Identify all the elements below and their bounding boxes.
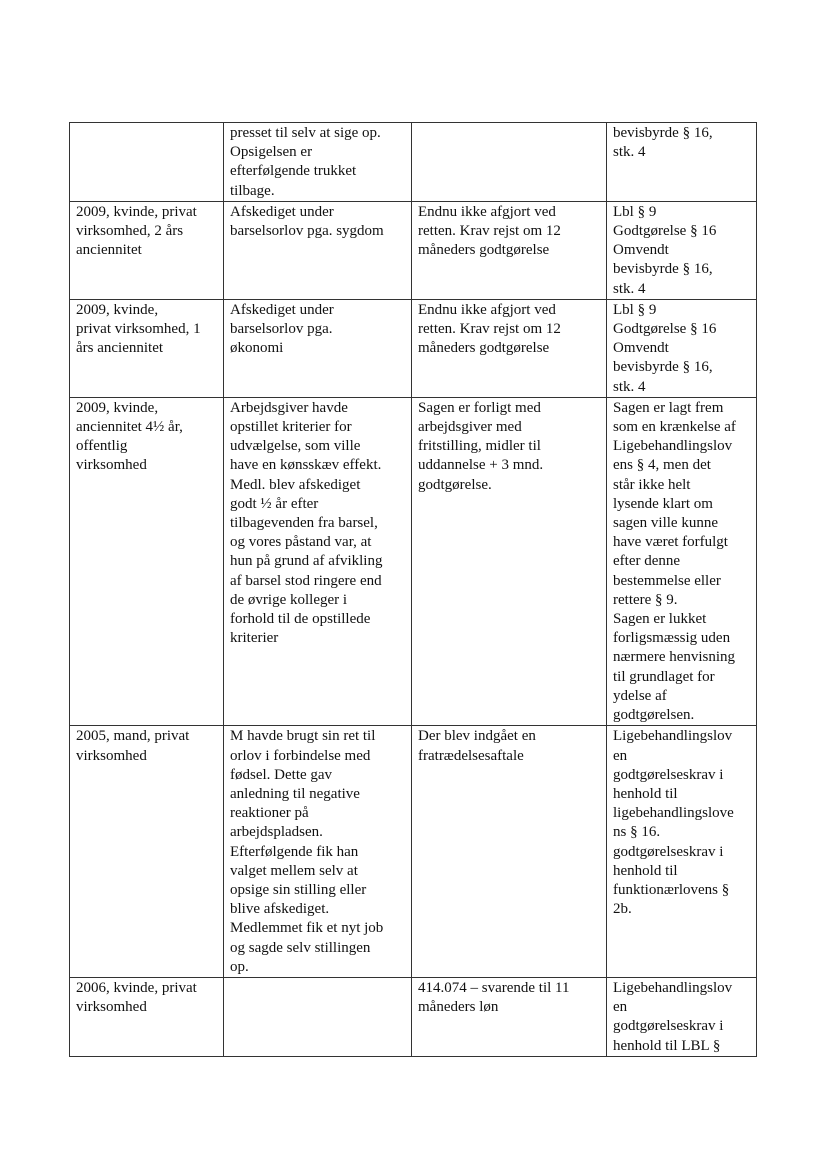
cell-text-line: Ligebehandlingslov bbox=[613, 438, 733, 455]
cell-text-line: bevisbyrde § 16, bbox=[613, 125, 713, 141]
cell-text-line: Lbl § 9 bbox=[613, 203, 657, 220]
cell-text-line: virksomhed bbox=[76, 457, 147, 474]
legal-basis-cell bbox=[607, 123, 757, 202]
table-row bbox=[70, 123, 757, 202]
case-table-body bbox=[70, 123, 757, 1057]
cell-text-line: fødsel. Dette gav bbox=[230, 766, 333, 783]
cell-text-line: anledning til negative bbox=[230, 785, 360, 802]
cell-text-line: og vores påstand var, at bbox=[230, 534, 372, 551]
cell-text-line: 2009, kvinde, bbox=[76, 301, 159, 318]
cell-text-line: lysende klart om bbox=[613, 495, 713, 512]
cell-text-line: barselsorlov pga. sygdom bbox=[230, 223, 384, 240]
cell-text-line: virksomhed, 2 års bbox=[76, 223, 184, 240]
cell-text-line: de øvrige kolleger i bbox=[230, 591, 348, 608]
cell-text-line: Efterfølgende fik han bbox=[230, 843, 359, 860]
cell-text-line: Omvendt bbox=[613, 242, 669, 259]
cell-text-line: Ligebehandlingslov bbox=[613, 979, 733, 996]
table-row bbox=[70, 397, 757, 725]
cell-text-line: 2b. bbox=[613, 901, 632, 918]
cell-text-line: Godtgørelse § 16 bbox=[613, 223, 717, 240]
cell-text-line: stk. 4 bbox=[613, 378, 646, 395]
cell-text-line: til grundlaget for bbox=[613, 668, 715, 685]
cell-text-line: 2006, kvinde, privat bbox=[76, 979, 197, 996]
cell-text-line: 414.074 – svarende til 11 bbox=[418, 979, 570, 996]
cell-text-line: bestemmelse eller bbox=[613, 572, 721, 589]
cell-text-line: godtgørelseskrav i bbox=[613, 843, 724, 860]
legal-basis-cell bbox=[607, 201, 757, 299]
cell-text-line: have været forfulgt bbox=[613, 534, 728, 551]
description-cell bbox=[224, 397, 412, 725]
cell-text-line: forligsmæssig uden bbox=[613, 630, 731, 647]
cell-text-line: efterfølgende trukket bbox=[230, 163, 357, 180]
cell-text-line: valget mellem selv at bbox=[230, 862, 358, 879]
cell-text-line: virksomhed bbox=[76, 999, 147, 1016]
cell-text-line: efter denne bbox=[613, 553, 681, 570]
case-table bbox=[69, 122, 757, 1057]
cell-text-line: ns § 16. bbox=[613, 824, 661, 841]
cell-text-line: måneders godtgørelse bbox=[418, 242, 550, 259]
cell-text-line: ydelse af bbox=[613, 687, 667, 704]
cell-text-line: godtgørelsen. bbox=[613, 707, 695, 724]
cell-text-line: orlov i forbindelse med bbox=[230, 747, 371, 764]
cell-text-line: henhold til bbox=[613, 862, 678, 879]
cell-text-line: ens § 4, men det bbox=[613, 457, 711, 474]
cell-text-line: Sagen er forligt med bbox=[418, 399, 541, 416]
cell-text-line: anciennitet bbox=[76, 242, 142, 259]
table-row bbox=[70, 977, 757, 1056]
cell-text-line: retten. Krav rejst om 12 bbox=[418, 321, 561, 338]
cell-text-line: står ikke helt bbox=[613, 476, 691, 493]
cell-text-line: Endnu ikke afgjort ved bbox=[418, 301, 556, 318]
cell-text-line: M havde brugt sin ret til bbox=[230, 728, 376, 745]
cell-text-line: sagen ville kunne bbox=[613, 515, 718, 532]
outcome-cell bbox=[412, 977, 607, 1056]
case-info-cell bbox=[70, 397, 224, 725]
cell-text-line: op. bbox=[230, 958, 249, 975]
cell-text-line: bevisbyrde § 16, bbox=[613, 359, 713, 376]
cell-text-line: måneders løn bbox=[418, 999, 499, 1016]
table-row bbox=[70, 726, 757, 978]
cell-text-line: Arbejdsgiver havde bbox=[230, 399, 348, 416]
cell-text-line: Sagen er lukket bbox=[613, 611, 707, 628]
cell-text-line: bevisbyrde § 16, bbox=[613, 261, 713, 278]
outcome-cell bbox=[412, 123, 607, 202]
cell-text-line: opsige sin stilling eller bbox=[230, 881, 367, 898]
outcome-cell bbox=[412, 397, 607, 725]
cell-text-line: fratrædelsesaftale bbox=[418, 747, 524, 764]
cell-text-line: 2005, mand, privat bbox=[76, 728, 190, 745]
cell-text-line: blive afskediget. bbox=[230, 901, 330, 918]
outcome-cell bbox=[412, 726, 607, 978]
description-cell bbox=[224, 201, 412, 299]
cell-text-line: 2009, kvinde, bbox=[76, 399, 159, 416]
case-info-cell bbox=[70, 201, 224, 299]
cell-text-line: opstillet kriterier for bbox=[230, 419, 352, 436]
cell-text-line: Afskediget under bbox=[230, 203, 334, 220]
description-cell bbox=[224, 726, 412, 978]
legal-basis-cell bbox=[607, 977, 757, 1056]
case-info-cell bbox=[70, 726, 224, 978]
cell-text-line: godtgørelseskrav i bbox=[613, 1018, 724, 1035]
cell-text-line: kriterier bbox=[230, 630, 279, 647]
cell-text-line: 2009, kvinde, privat bbox=[76, 203, 197, 220]
case-info-cell bbox=[70, 977, 224, 1056]
cell-text-line: uddannelse + 3 mnd. bbox=[418, 457, 544, 474]
cell-text-line: godtgørelseskrav i bbox=[613, 766, 724, 783]
cell-text-line: Godtgørelse § 16 bbox=[613, 321, 717, 338]
cell-text-line: retten. Krav rejst om 12 bbox=[418, 223, 561, 240]
cell-text-line: henhold til bbox=[613, 785, 678, 802]
cell-text-line: nærmere henvisning bbox=[613, 649, 736, 666]
table-row bbox=[70, 299, 757, 397]
cell-text-line: ligebehandlingslove bbox=[613, 805, 734, 822]
cell-text-line: anciennitet 4½ år, bbox=[76, 419, 183, 436]
cell-text-line: reaktioner på bbox=[230, 805, 309, 822]
cell-text-line: måneders godtgørelse bbox=[418, 340, 550, 357]
description-cell bbox=[224, 299, 412, 397]
description-cell bbox=[224, 123, 412, 202]
cell-text-line: virksomhed bbox=[76, 747, 147, 764]
cell-text-line: tilbage. bbox=[230, 182, 275, 199]
legal-basis-cell bbox=[607, 299, 757, 397]
cell-text-line: års anciennitet bbox=[76, 340, 164, 357]
legal-basis-cell bbox=[607, 397, 757, 725]
cell-text-line: stk. 4 bbox=[613, 144, 646, 161]
cell-text-line: fritstilling, midler til bbox=[418, 438, 541, 455]
case-info-cell bbox=[70, 299, 224, 397]
cell-text-line: Lbl § 9 bbox=[613, 301, 657, 318]
cell-text-line: presset til selv at sige op. bbox=[230, 125, 381, 141]
cell-text-line: udvælgelse, som ville bbox=[230, 438, 361, 455]
cell-text-line: henhold til LBL § bbox=[613, 1037, 721, 1054]
table-row bbox=[70, 201, 757, 299]
cell-text-line: have en kønsskæv effekt. bbox=[230, 457, 382, 474]
cell-text-line: funktionærlovens § bbox=[613, 881, 730, 898]
cell-text-line: økonomi bbox=[230, 340, 284, 357]
cell-text-line: barselsorlov pga. bbox=[230, 321, 333, 338]
cell-text-line: stk. 4 bbox=[613, 280, 646, 297]
cell-text-line: forhold til de opstillede bbox=[230, 611, 371, 628]
cell-text-line: Afskediget under bbox=[230, 301, 334, 318]
cell-text-line: som en krænkelse af bbox=[613, 419, 736, 436]
cell-text-line: offentlig bbox=[76, 438, 128, 455]
legal-basis-cell bbox=[607, 726, 757, 978]
cell-text-line: en bbox=[613, 999, 628, 1016]
cell-text-line: og sagde selv stillingen bbox=[230, 939, 371, 956]
cell-text-line: arbejdsgiver med bbox=[418, 419, 522, 436]
cell-text-line: Medlemmet fik et nyt job bbox=[230, 920, 384, 937]
cell-text-line: godtgørelse. bbox=[418, 476, 492, 493]
cell-text-line: Opsigelsen er bbox=[230, 144, 313, 161]
cell-text-line: en bbox=[613, 747, 628, 764]
cell-text-line: hun på grund af afvikling bbox=[230, 553, 383, 570]
cell-text-line: af barsel stod ringere end bbox=[230, 572, 382, 589]
cell-text-line: Omvendt bbox=[613, 340, 669, 357]
cell-text-line: Der blev indgået en bbox=[418, 728, 536, 745]
description-cell bbox=[224, 977, 412, 1056]
outcome-cell bbox=[412, 201, 607, 299]
cell-text-line: godt ½ år efter bbox=[230, 495, 319, 512]
cell-text-line: Ligebehandlingslov bbox=[613, 728, 733, 745]
cell-text-line: arbejdspladsen. bbox=[230, 824, 323, 841]
outcome-cell bbox=[412, 299, 607, 397]
cell-text-line: privat virksomhed, 1 bbox=[76, 321, 201, 338]
case-info-cell bbox=[70, 123, 224, 202]
cell-text-line: Medl. blev afskediget bbox=[230, 476, 361, 493]
cell-text-line: tilbagevenden fra barsel, bbox=[230, 515, 378, 532]
cell-text-line: rettere § 9. bbox=[613, 591, 678, 608]
cell-text-line: Endnu ikke afgjort ved bbox=[418, 203, 556, 220]
cell-text-line: Sagen er lagt frem bbox=[613, 399, 724, 416]
